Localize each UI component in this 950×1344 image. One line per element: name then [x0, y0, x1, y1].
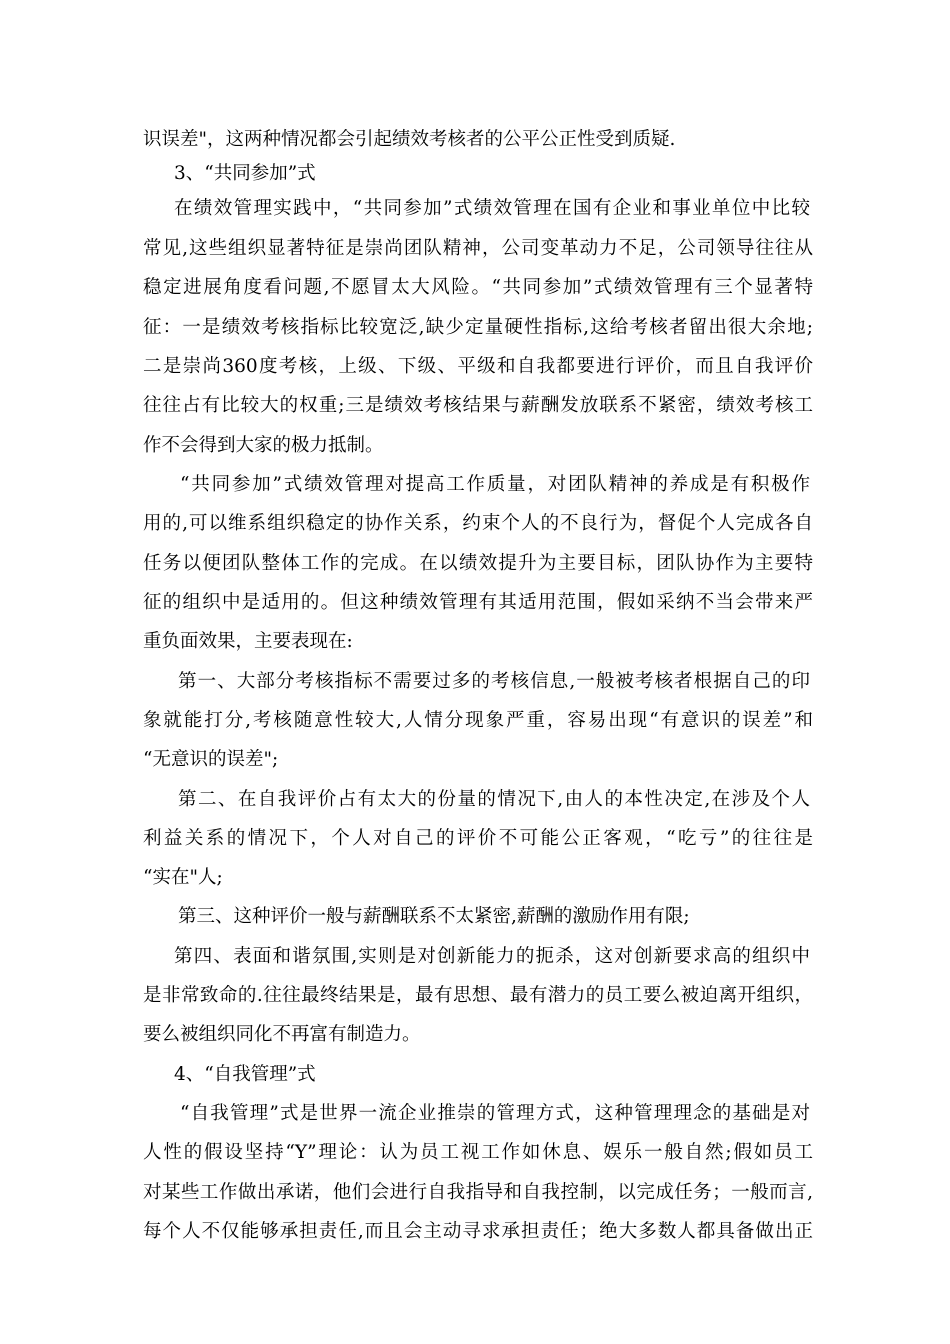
text-line-29: 每个人不仅能够承担责任,而且会主动寻求承担责任；绝大多数人都具备做出正 [143, 1221, 813, 1242]
text-line-11: 用的,可以维系组织稳定的协作关系，约束个人的不良行为，督促个人完成各自 [143, 513, 813, 534]
text-line-14: 重负面效果，主要表现在: [143, 631, 353, 652]
text-line-26: “自我管理”式是世界一流企业推崇的管理方式，这种管理理念的基础是对 [180, 1103, 810, 1124]
text-line-18: 第二、在自我评价占有太大的份量的情况下,由人的本性决定,在涉及个人 [178, 789, 810, 810]
text-line-5: 稳定进展角度看问题,不愿冒太大风险。“共同参加”式绩效管理有三个显著特 [143, 277, 813, 298]
text-line-9: 作不会得到大家的极力抵制。 [143, 435, 384, 456]
text-line-7: 二是崇尚360度考核，上级、下级、平级和自我都要进行评价，而且自我评价 [143, 356, 813, 377]
text-line-24: 要么被组织同化不再富有制造力。 [143, 1024, 421, 1045]
text-line-16: 象就能打分,考核随意性较大,人情分现象严重，容易出现“有意识的误差”和 [143, 710, 813, 731]
text-line-3: 在绩效管理实践中，“共同参加”式绩效管理在国有企业和事业单位中比较 [174, 198, 810, 219]
text-line-19: 利益关系的情况下，个人对自己的评价不可能公正客观，“吃亏”的往往是 [143, 828, 813, 849]
text-line-6: 征：一是绩效考核指标比较宽泛,缺少定量硬性指标,这给考核者留出很大余地; [143, 317, 813, 338]
text-line-20: “实在"人; [143, 867, 223, 888]
text-line-28: 对某些工作做出承诺，他们会进行自我指导和自我控制，以完成任务；一般而言, [143, 1182, 813, 1203]
text-line-21: 第三、这种评价一般与薪酬联系不太紧密,薪酬的激励作用有限; [178, 906, 690, 927]
text-line-12: 任务以便团队整体工作的完成。在以绩效提升为主要目标，团队协作为主要特 [143, 553, 813, 574]
text-line-27: 人性的假设坚持“Y”理论：认为员工视工作如休息、娱乐一般自然;假如员工 [143, 1142, 813, 1163]
section-heading-4: 4、“自我管理”式 [174, 1064, 316, 1085]
text-line-4: 常见,这些组织显著特征是崇尚团队精神，公司变革动力不足，公司领导往往从 [143, 238, 813, 259]
section-heading-3: 3、“共同参加”式 [174, 163, 316, 184]
text-line-23: 是非常致命的.往往最终结果是，最有思想、最有潜力的员工要么被迫离开组织， [143, 985, 813, 1006]
text-line-1: 识误差"，这两种情况都会引起绩效考核者的公平公正性受到质疑. [143, 129, 676, 150]
text-line-8: 往往占有比较大的权重;三是绩效考核结果与薪酬发放联系不紧密，绩效考核工 [143, 395, 813, 416]
text-line-22: 第四、表面和谐氛围,实则是对创新能力的扼杀，这对创新要求高的组织中 [174, 946, 810, 967]
text-line-13: 征的组织中是适用的。但这种绩效管理有其适用范围，假如采纳不当会带来严 [143, 592, 813, 613]
text-line-15: 第一、大部分考核指标不需要过多的考核信息,一般被考核者根据自己的印 [178, 671, 810, 692]
text-line-17: “无意识的误差"; [143, 749, 279, 770]
text-line-10: “共同参加”式绩效管理对提高工作质量，对团队精神的养成是有积极作 [180, 474, 810, 495]
